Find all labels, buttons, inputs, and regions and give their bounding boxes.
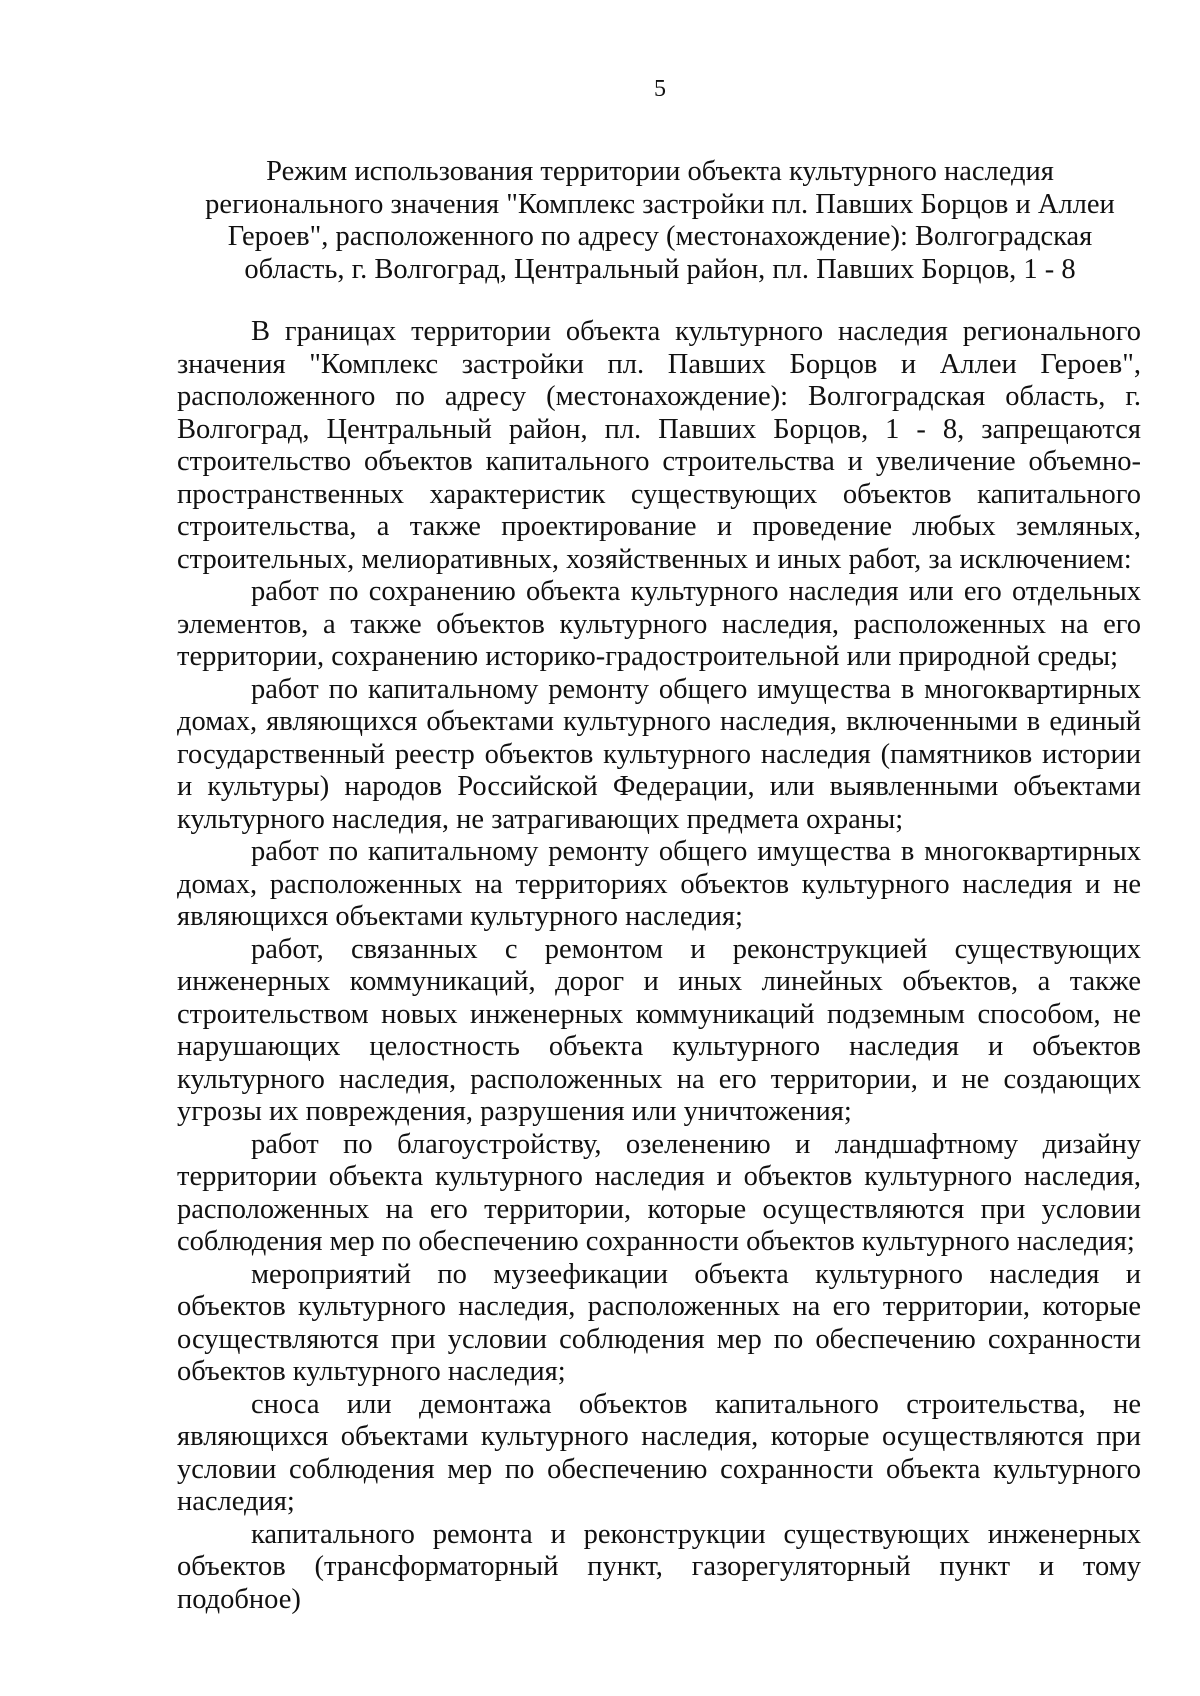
paragraph-exception-preservation: работ по сохранению объекта культурного наследия или его отдельных элементов, а также объектов культурного наследия, расположенных на его территории, сохранению историко-градостроительной или природной среды;: [177, 576, 1141, 672]
paragraph-exception-landscaping: работ по благоустройству, озеленению и ландшафтному дизайну территории объекта культурного наследия и объектов культурного наследия, расположенных на его территории, которые осуществляются при условии соблюдения мер по обеспечению сохранности объектов культурного наследия;: [177, 1128, 1141, 1257]
paragraph-exception-utilities: работ, связанных с ремонтом и реконструкцией существующих инженерных коммуникаций, дорог и иных линейных объектов, а также строительством новых инженерных коммуникаций подземным способом, не нарушающих целостность объекта культурного наследия и объектов культурного наследия, расположенных на его территории, и не создающих угрозы их повреждения, разрушения или уничтожения;: [177, 933, 1141, 1127]
paragraph-intro: В границах территории объекта культурного наследия регионального значения "Комплекс застройки пл. Павших Борцов и Аллеи Героев", расположенного по адресу (местонахождение): Волгоградская область, г. Волгоград, Центральный район, пл. Павших Борцов, 1 - 8, запрещаются строительство объектов капитального строительства и увеличение объемно-пространственных характеристик существующих объектов капитального строительства, а также проектирование и проведение любых земляных, строительных, мелиоративных, хозяйственных и иных работ, за исключением:: [177, 316, 1141, 575]
paragraph-exception-museumification: мероприятий по музеефикации объекта культурного наследия и объектов культурного наследия, расположенных на его территории, которые осуществляются при условии соблюдения мер по обеспечению сохранности объектов культурного наследия;: [177, 1258, 1141, 1387]
title-line: регионального значения "Комплекс застройки пл. Павших Борцов и Аллеи: [205, 188, 1115, 220]
document-title: [190, 156, 1130, 286]
title-line: область, г. Волгоград, Центральный район, пл. Павших Борцов, 1 - 8: [244, 253, 1076, 285]
title-line: Героев", расположенного по адресу (местонахождение): Волгоградская: [227, 221, 1093, 252]
paragraph-exception-engineering-objects: капитального ремонта и реконструкции существующих инженерных объектов (трансформаторный пункт, газорегуляторный пункт и тому подобное): [177, 1518, 1141, 1615]
paragraph-exception-repair-heritage-houses: работ по капитальному ремонту общего имущества в многоквартирных домах, являющихся объектами культурного наследия, включенными в единый государственный реестр объектов культурного наследия (памятников истории и культуры) народов Российской Федерации, или выявленными объектами культурного наследия, не затрагивающих предмета охраны;: [177, 673, 1141, 835]
document-body: [177, 316, 1141, 1616]
paragraph-exception-repair-other-houses: работ по капитальному ремонту общего имущества в многоквартирных домах, расположенных на территориях объектов культурного наследия и не являющихся объектами культурного наследия;: [177, 836, 1141, 932]
paragraph-exception-demolition: сноса или демонтажа объектов капитального строительства, не являющихся объектами культурного наследия, которые осуществляются при условии соблюдения мер по обеспечению сохранности объекта культурного наследия;: [177, 1388, 1141, 1517]
title-line: Режим использования территории объекта культурного наследия: [266, 156, 1054, 187]
page-number: 5: [654, 76, 666, 102]
